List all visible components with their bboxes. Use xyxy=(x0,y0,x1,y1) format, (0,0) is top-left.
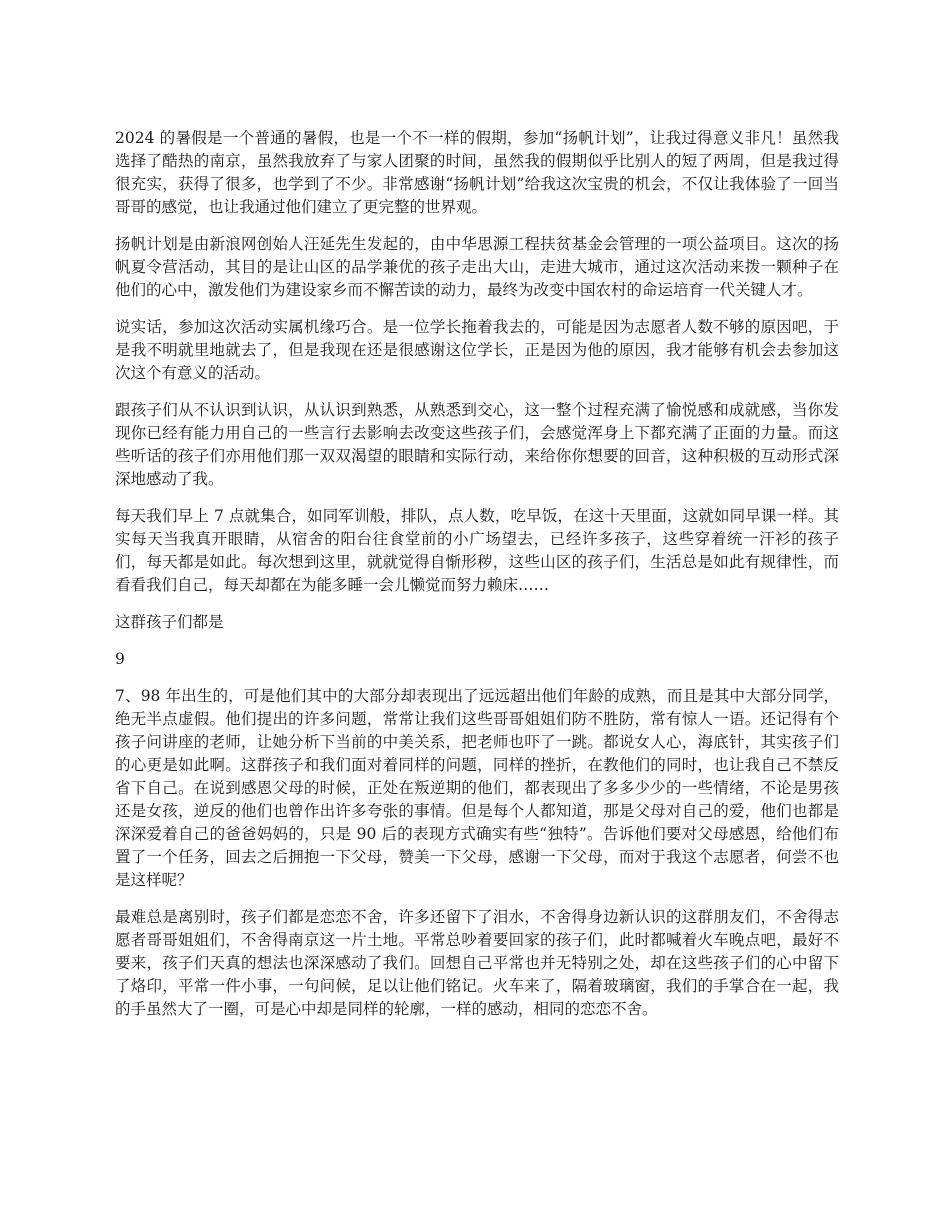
paragraph-intro: 2024 的暑假是一个普通的暑假，也是一个不一样的假期，参加“扬帆计划”，让我过得意义非凡！虽然我选择了酷热的南京，虽然我放弃了与家人团聚的时间，虽然我的假期似乎比别人的短了两周，但是我过得很充实，获得了很多，也学到了不少。非常感谢“扬帆计划”给我这次宝贵的机会，不仅让我体验了一回当哥哥的感觉，也让我通过他们建立了更完整的世界观。 xyxy=(115,129,839,216)
paragraph-number-fragment: 9 xyxy=(115,650,125,668)
paragraph-program: 扬帆计划是由新浪网创始人汪延先生发起的，由中华思源工程扶贫基金会管理的一项公益项目。这次的扬帆夏令营活动，其目的是让山区的品学兼优的孩子走出大山，走进大城市，通过这次活动来拨一颗种子在他们的心中，激发他们为建设家乡而不懈苦读的动力，最终为改变中国农村的命运培育一代关键人才。 xyxy=(115,235,839,299)
document-body xyxy=(115,127,839,1035)
paragraph-children-fragment: 这群孩子们都是 xyxy=(115,613,224,631)
paragraph-daily-routine: 每天我们早上 7 点就集合，如同军训般，排队，点人数，吃早饭，在这十天里面，这就如同早课一样。其实每天当我真开眼睛，从宿舍的阳台往食堂前的小广场望去，已经许多孩子，这些穿着统一汗衫的孩子们，每天都是如此。每次想到这里，就就觉得自惭形秽，这些山区的孩子们，生活总是如此有规律性，而看看我们自己，每天却都在为能多睡一会儿懒觉而努力赖床…… xyxy=(115,507,839,594)
paragraph-opportunity: 说实话，参加这次活动实属机缘巧合。是一位学长拖着我去的，可能是因为志愿者人数不够的原因吧，于是我不明就里地就去了，但是我现在还是很感谢这位学长，正是因为他的原因，我才能够有机会去参加这次这个有意义的活动。 xyxy=(115,318,839,382)
paragraph-maturity: 7、98 年出生的，可是他们其中的大部分却表现出了远远超出他们年龄的成熟，而且是其中大部分同学，绝无半点虚假。他们提出的许多问题，常常让我们这些哥哥姐姐们防不胜防，常有惊人一语。还记得有个孩子问讲座的老师，让她分析下当前的中美关系，把老师也吓了一跳。都说女人心，海底针，其实孩子们的心更是如此啊。这群孩子和我们面对着同样的问题，同样的挫折，在教他们的同时，也让我自己不禁反省下自己。在说到感恩父母的时候，正处在叛逆期的他们，都表现出了多多少少的一些情绪，不论是男孩还是女孩，逆反的他们也曾作出许多夸张的事情。但是每个人都知道，那是父母对自己的爱，他们也都是深深爱着自己的爸爸妈妈的，只是 90 后的表现方式确实有些“独特”。告诉他们要对父母感恩，给他们布置了一个任务，回去之后拥抱一下父母，赞美一下父母，感谢一下父母，而对于我这个志愿者，何尝不也是这样呢？ xyxy=(115,687,839,889)
paragraph-farewell: 最难总是离别时，孩子们都是恋恋不舍，许多还留下了泪水，不舍得身边新认识的这群朋友们，不舍得志愿者哥哥姐姐们，不舍得南京这一片土地。平常总吵着要回家的孩子们，此时都喊着火车晚点吧，最好不要来，孩子们天真的想法也深深感动了我们。回想自己平常也并无特别之处，却在这些孩子们的心中留下了烙印，平常一件小事，一句问候，足以让他们铭记。火车来了，隔着玻璃窗，我们的手掌合在一起，我的手虽然大了一圈，可是心中却是同样的轮廓，一样的感动，相同的恋恋不舍。 xyxy=(115,908,839,1018)
paragraph-connection: 跟孩子们从不认识到认识，从认识到熟悉，从熟悉到交心，这一整个过程充满了愉悦感和成就感，当你发现你已经有能力用自己的一些言行去影响去改变这些孩子们，会感觉浑身上下都充满了正面的力量。而这些听话的孩子们亦用他们那一双双渴望的眼睛和实际行动，来给你你想要的回音，这种积极的互动形式深深地感动了我。 xyxy=(115,401,839,488)
